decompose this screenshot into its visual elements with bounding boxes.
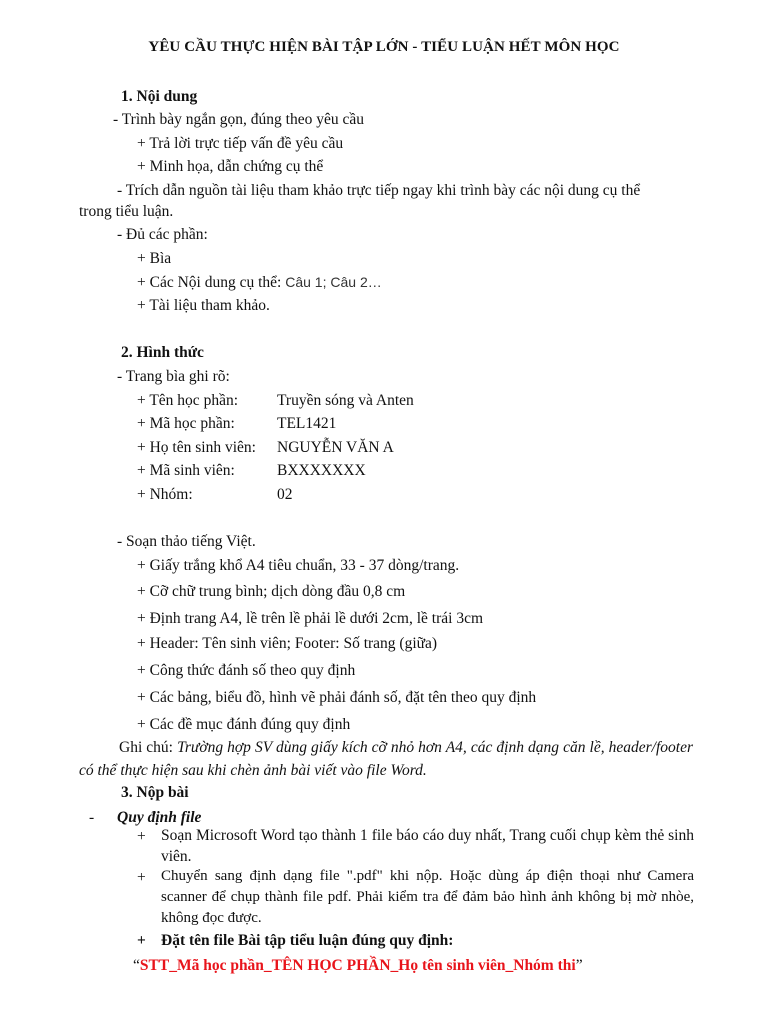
content-line-sans: Câu 1; Câu 2… xyxy=(281,274,382,290)
content-line: - Trích dẫn nguồn tài liệu tham khảo trực tiếp ngay khi trình bày các nội dung cụ thể xyxy=(117,182,641,199)
cover-field-label: + Họ tên sinh viên: xyxy=(137,439,256,456)
section-1-heading: 1. Nội dung xyxy=(121,88,198,105)
content-line: + Trả lời trực tiếp vấn đề yêu cầu xyxy=(137,135,344,152)
content-line: + Tài liệu tham khảo. xyxy=(137,297,270,314)
file-rule-paragraph: Đặt tên file Bài tập tiểu luận đúng quy định: xyxy=(161,932,454,949)
file-rule-paragraph: Chuyển sang định dạng file ".pdf" khi nộp. Hoặc dùng áp điện thoại như Camera scanner để chụp thành file pdf. Phải kiểm tra để đảm bảo hình ảnh không bị mờ nhòe, không đọc được. xyxy=(161,868,694,926)
quote-open: “ xyxy=(133,957,140,974)
bullet-dash: - xyxy=(89,809,95,826)
content-line: - Trình bày ngắn gọn, đúng theo yêu cầu xyxy=(113,111,364,128)
file-rule-paragraph: Soạn Microsoft Word tạo thành 1 file báo cáo duy nhất, Trang cuối chụp kèm thẻ sinh viên. xyxy=(161,827,694,865)
format-rule: + Công thức đánh số theo quy định xyxy=(137,662,356,679)
content-line xyxy=(137,271,382,294)
format-rule: + Định trang A4, lề trên lề phải lề dưới 2cm, lề trái 3cm xyxy=(137,610,484,627)
content-line: + Bìa xyxy=(137,250,172,267)
format-rule: + Cỡ chữ trung bình; dịch dòng đầu 0,8 cm xyxy=(137,583,406,600)
cover-field-value: TEL1421 xyxy=(277,415,337,432)
cover-field-value: 02 xyxy=(277,486,293,503)
subheading-file-rules: Quy định file xyxy=(117,809,202,826)
format-rule: + Giấy trắng khổ A4 tiêu chuẩn, 33 - 37 dòng/trang. xyxy=(137,557,460,574)
content-line: - Đủ các phần: xyxy=(117,226,208,243)
page-title: YÊU CẦU THỰC HIỆN BÀI TẬP LỚN - TIỂU LUẬN HẾT MÔN HỌC xyxy=(148,39,620,55)
cover-field-label: + Tên học phần: xyxy=(137,392,238,409)
section-3-heading: 3. Nộp bài xyxy=(121,784,189,801)
bullet-plus: + xyxy=(137,869,146,886)
format-rule: + Header: Tên sinh viên; Footer: Số trang (giữa) xyxy=(137,635,438,652)
note-text: Trường hợp SV dùng giấy kích cỡ nhỏ hơn A4, các định dạng căn lề, header/footer có thể thực hiện sau khi chèn ảnh bài viết vào file Word. xyxy=(79,739,694,779)
content-line-text: + Các Nội dung cụ thể: xyxy=(137,274,282,291)
cover-field-label: + Nhóm: xyxy=(137,486,193,503)
section-2-heading: 2. Hình thức xyxy=(121,344,204,361)
cover-field-value: Truyền sóng và Anten xyxy=(277,392,414,409)
bullet-plus: + xyxy=(137,828,146,845)
cover-field-label: + Mã sinh viên: xyxy=(137,462,235,479)
format-rule: + Các bảng, biểu đồ, hình vẽ phải đánh số, đặt tên theo quy định xyxy=(137,689,537,706)
quote-close: ” xyxy=(575,957,583,974)
note-paragraph xyxy=(79,736,693,782)
bullet-plus: + xyxy=(137,932,146,949)
content-line: trong tiểu luận. xyxy=(79,203,174,220)
cover-field-value: BXXXXXXX xyxy=(277,462,366,479)
filename-pattern: STT_Mã học phần_TÊN HỌC PHẦN_Họ tên sinh viên_Nhóm thi xyxy=(139,957,576,974)
format-rule: + Các đề mục đánh đúng quy định xyxy=(137,716,351,733)
content-line: + Minh họa, dẫn chứng cụ thể xyxy=(137,158,324,175)
filename-format xyxy=(133,954,583,977)
content-line: - Soạn thảo tiếng Việt. xyxy=(117,533,256,550)
content-line: - Trang bìa ghi rõ: xyxy=(117,368,230,385)
cover-field-value: NGUYỄN VĂN A xyxy=(277,439,394,456)
note-label: Ghi chú: xyxy=(119,739,178,756)
cover-field-label: + Mã học phần: xyxy=(137,415,235,432)
